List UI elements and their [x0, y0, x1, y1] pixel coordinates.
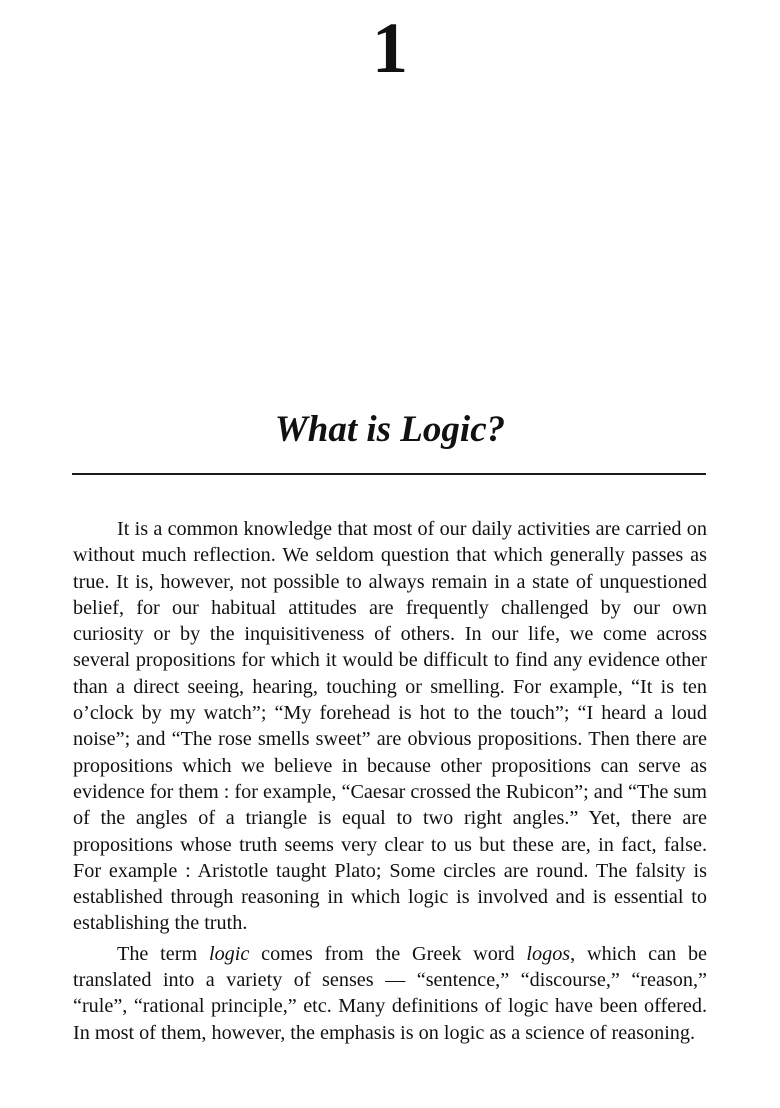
paragraph-2-segment: The term	[117, 942, 209, 965]
paragraph-1: It is a common knowledge that most of our daily activities are carried on without much reflection. We seldom question that which generally passes as true. It is, however, not possible to always remain in a state of unquestioned belief, for our habitual attitudes are frequently challenged by our own curiosity or by the inquisitiveness of others. In our life, we come across several propositions for which it would be difficult to find any evidence other than a direct seeing, hearing, touching or smelling. For example, “It is ten o’clock by my watch”; “My forehead is hot to the touch”; “I heard a loud noise”; and “The rose smells sweet” are obvious propositions. Then there are propositions which we believe in because other propositions can serve as evidence for them : for example, “Caesar crossed the Rubicon”; and “The sum of the angles of a triangle is equal to two right angles.” Yet, there are propositions whose truth seems very clear to us but these are, in fact, false. For example : Aristotle taught Plato; Some circles are round. The falsity is established through reasoning in which logic is involved and is essential to establishing the truth.	[73, 518, 707, 935]
paragraph-2	[73, 941, 707, 1046]
paragraph-2-segment: , which can be translated into a variety of senses — “sentence,” “discourse,” “reason,” “rule”, “rational principle,” etc. Many definitions of logic have been offered. In most of them, however, the emphasis is on logic as a science of reasoning.	[73, 942, 708, 1044]
chapter-number: 1	[372, 8, 408, 88]
title-divider	[72, 473, 706, 475]
paragraph-2-segment: comes from the Greek word	[249, 942, 527, 965]
chapter-title: What is Logic?	[274, 409, 506, 450]
term-logos: logos	[526, 942, 571, 965]
chapter-body	[73, 516, 707, 1050]
term-logic: logic	[208, 942, 250, 965]
